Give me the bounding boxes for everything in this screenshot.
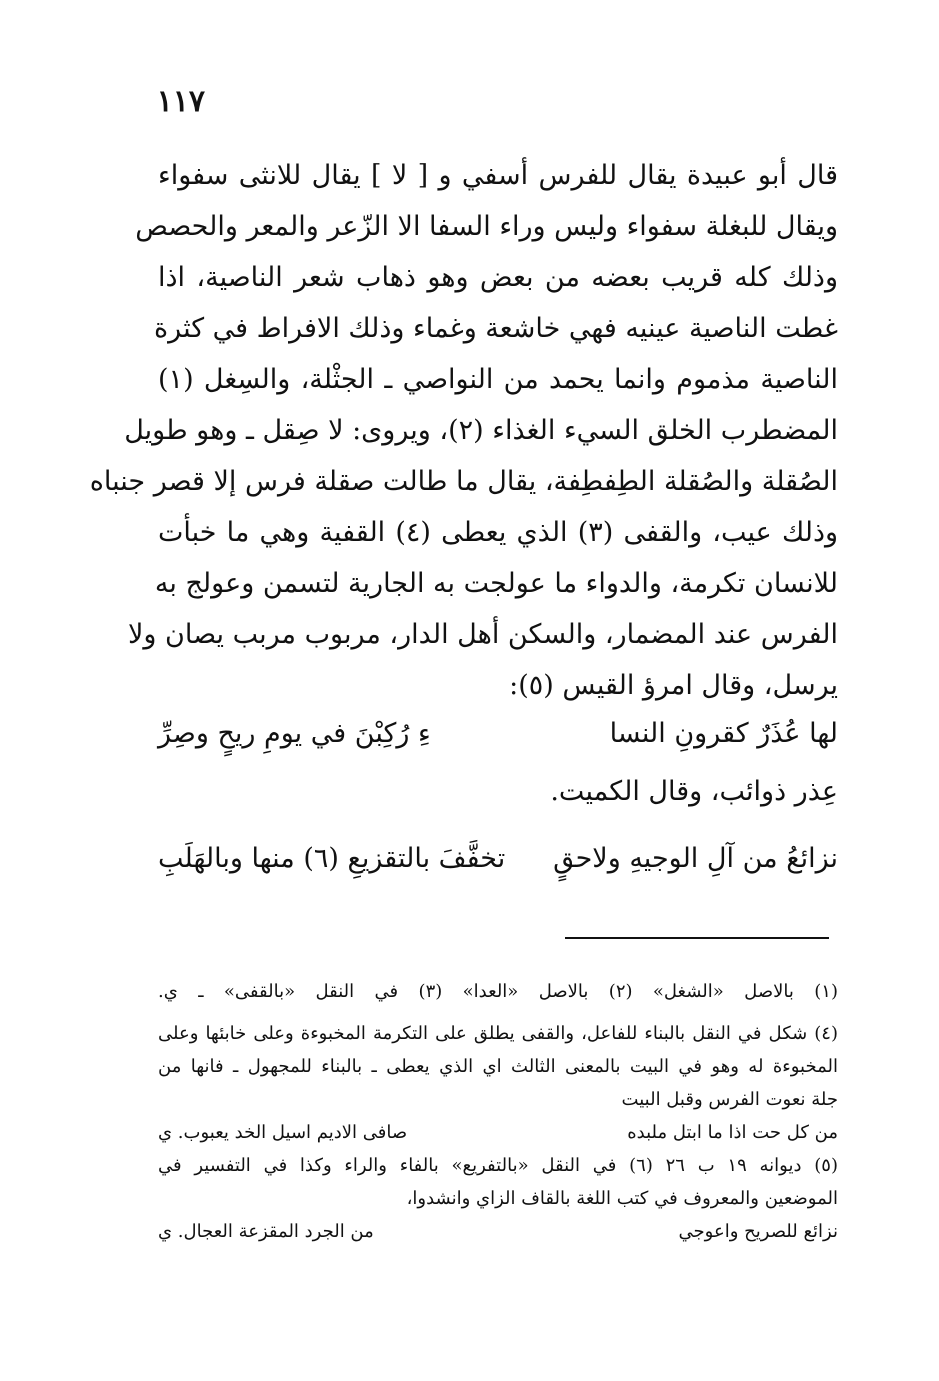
footnotes	[158, 975, 838, 1248]
footnote-verse	[158, 1215, 838, 1248]
page-number: ١١٧	[156, 84, 205, 119]
text-line: الصُقلة والصُقلة الطِفطِفة، يقال ما طالت صقلة فرس إلا قصر جنباه	[89, 466, 838, 497]
footnote-line: (٥) ديوانه ١٩ ب ٢٦ (٦) في النقل «بالتفريع» بالفاء والراء وكذا في التفسير في	[158, 1155, 838, 1176]
text-line: يرسل، وقال امرؤ القيس (٥):	[509, 670, 838, 701]
footnote-verse-second: صافى الاديم اسيل الخد يعبوب. ي	[158, 1122, 408, 1143]
footnote-line: جلة نعوت الفرس وقبل البيت	[621, 1089, 838, 1110]
text-line: للانسان تكرمة، والدواء ما عولجت به الجارية لتسمن وعولج به	[154, 568, 838, 599]
footnote-verse-second: من الجرد المقزعة العجال. ي	[158, 1221, 374, 1242]
footnote-line: (٤) شكل في النقل بالبناء للفاعل، والقفى يطلق على التكرمة المخبوءة وعلى خابئها وعلى	[158, 1023, 838, 1044]
footnote-verse	[158, 1116, 838, 1149]
verse-first-hemistich: نزائعُ من آلِ الوجيهِ ولاحقٍ	[553, 843, 838, 874]
footnote-verse-first: نزائع للصريح واعوجي	[678, 1221, 838, 1242]
poem-verse-1	[158, 708, 838, 759]
footnote-verse-first: من كل حت اذا ما ابتل ملبده	[627, 1122, 838, 1143]
footnote-line: المخبوءة له وهو في البيت بالمعنى الثالث اي الذي يعطى ـ بالبناء للمجهول ـ فانها من	[158, 1056, 838, 1077]
text-line: ويقال للبغلة سفواء وليس وراء السفا الا الزّعر والمعر والحصص	[135, 211, 838, 242]
footnote-line: الموضعين والمعروف في كتب اللغة بالقاف الزاي وانشدوا،	[406, 1188, 838, 1209]
footnote-divider	[565, 937, 829, 939]
text-line: المضطرب الخلق السيء الغذاء (٢)، ويروى: لا صِقل ـ وهو طويل	[124, 415, 838, 446]
main-text	[89, 150, 839, 711]
verse-second-hemistich: تخفَّفَ بالتقزيعِ (٦) منها وبالهَلَبِ	[158, 843, 506, 874]
verse-first-hemistich: لها عُذَرٌ كقرونِ النسا	[609, 718, 838, 749]
text-line: وذلك عيب، والقفى (٣) الذي يعطى (٤) القفية وهي ما خبأت	[158, 517, 839, 548]
text-line: وذلك كله قريب بعضه من بعض وهو ذهاب شعر الناصية، اذا	[158, 262, 838, 293]
poem-verse-2	[158, 833, 838, 884]
verse-second-hemistich: ءِ رُكِبْنَ في يومِ ريحٍ وصِرِّ	[158, 718, 431, 749]
text-line: الناصية مذموم وانما يحمد من النواصي ـ الجثْلة، والسِغل (١)	[158, 364, 838, 395]
text-line: الفرس عند المضمار، والسكن أهل الدار، مربوب مربب يصان ولا	[128, 619, 838, 650]
text-line: قال أبو عبيدة يقال للفرس أسفي و [ لا ] يقال للانثى سفواء	[158, 160, 838, 191]
text-line: غطت الناصية عينيه فهي خاشعة وغماء وذلك الافراط في كثرة	[154, 313, 838, 344]
footnote-line: (١) بالاصل «الشغل» (٢) بالاصل «العدا» (٣) في النقل «بالقفى» ـ ي.	[158, 981, 838, 1002]
verse-continuation-text: عِذر ذوائب، وقال الكميت.	[550, 776, 838, 807]
